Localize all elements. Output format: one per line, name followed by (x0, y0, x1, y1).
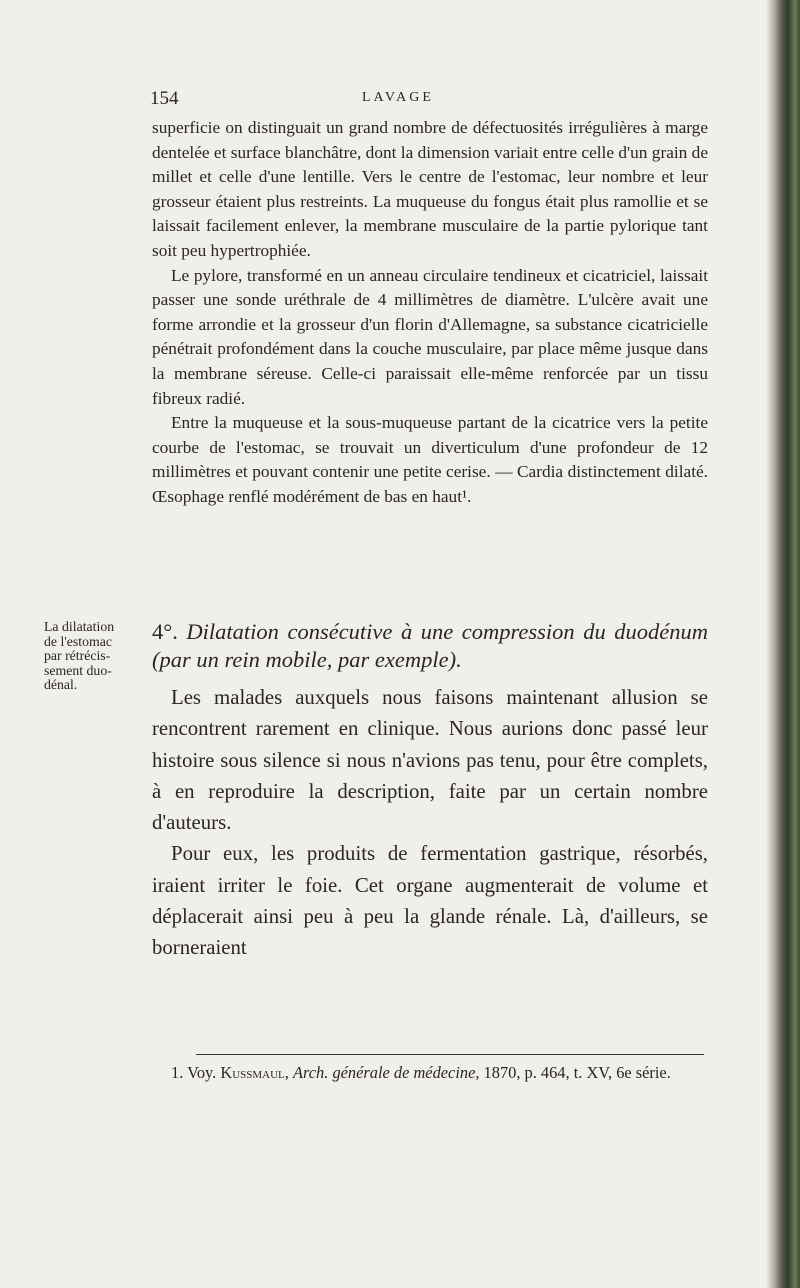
section-title: Dilatation consécutive à une compression du duodénum (par un rein mobile, par exemple). (152, 619, 709, 672)
margin-note-line: par rétrécis- (44, 648, 111, 663)
footnote-details: 1870, p. 464, t. XV, 6e série. (483, 1063, 671, 1082)
section-number: 4°. (152, 619, 178, 644)
margin-note-line: dénal. (44, 677, 78, 692)
paragraph-5: Pour eux, les produits de fermentation gastrique, résorbés, iraient irriter le foie. Cet organe augmenterait de volume et déplacerait ainsi peu à peu la glande rénale. Là, d'ailleurs, se borneraient (152, 842, 708, 960)
case-description (152, 116, 708, 510)
page-number: 154 (150, 88, 179, 109)
footnote-marker: 1. (171, 1063, 184, 1082)
footnote-author: Kussmaul, (220, 1063, 289, 1082)
footnote-rule (196, 1054, 704, 1055)
paragraph-2: Le pylore, transformé en un anneau circulaire tendineux et cicatriciel, laissait passer une sonde uréthrale de 4 millimètres de diamètre. L'ulcère avait une forme arrondie et la grosseur d'un florin d'Allemagne, sa substance cicatricielle pénétrait profondément dans la couche musculaire, par place même jusque dans la membrane séreuse. Celle-ci paraissait elle-même renforcée par un tissu fibreux radié. (152, 265, 708, 408)
running-head: LAVAGE (362, 90, 434, 105)
margin-note-line: de l'estomac (44, 633, 112, 649)
footnote-lead: Voy. (187, 1063, 217, 1082)
footnote (152, 1062, 708, 1084)
footnote-journal: Arch. générale de médecine, (293, 1063, 480, 1082)
margin-note-line: La dilatation (44, 619, 115, 634)
section-heading (152, 618, 708, 674)
paragraph-3: Entre la muqueuse et la sous-muqueuse partant de la cicatrice vers la petite courbe de l'estomac, se trouvait un diverticulum d'une profondeur de 12 millimètres et pouvant contenir une petite cerise. — Cardia distinctement dilaté. Œsophage renflé modérément de bas en haut¹. (152, 413, 708, 506)
paragraph-4: Les malades auxquels nous faisons maintenant allusion se rencontrent rarement en clinique. Nous aurions donc passé leur histoire sous silence si nous n'avions pas tenu, pour être complets, à en reproduire la description, faite par un certain nombre d'auteurs. (152, 686, 708, 835)
page-header (150, 88, 750, 114)
margin-note-line: sement duo- (44, 662, 112, 678)
paragraph-1: superficie on distinguait un grand nombre de défectuosités irrégulières à marge dentelée et surface blanchâtre, dont la dimension variait entre celle d'un grain de millet et celle d'une lentille. Vers le centre de l'estomac, leur nombre et leur grosseur étaient plus restreints. La muqueuse du fongus était plus ramollie et se laissait facilement enlever, la membrane musculaire de la partie pylorique tant soit peu hypertrophiée. (152, 118, 708, 260)
page-gutter-shadow (766, 0, 774, 1288)
margin-note (44, 620, 140, 693)
section-body (152, 682, 708, 964)
book-spine (774, 0, 800, 1288)
